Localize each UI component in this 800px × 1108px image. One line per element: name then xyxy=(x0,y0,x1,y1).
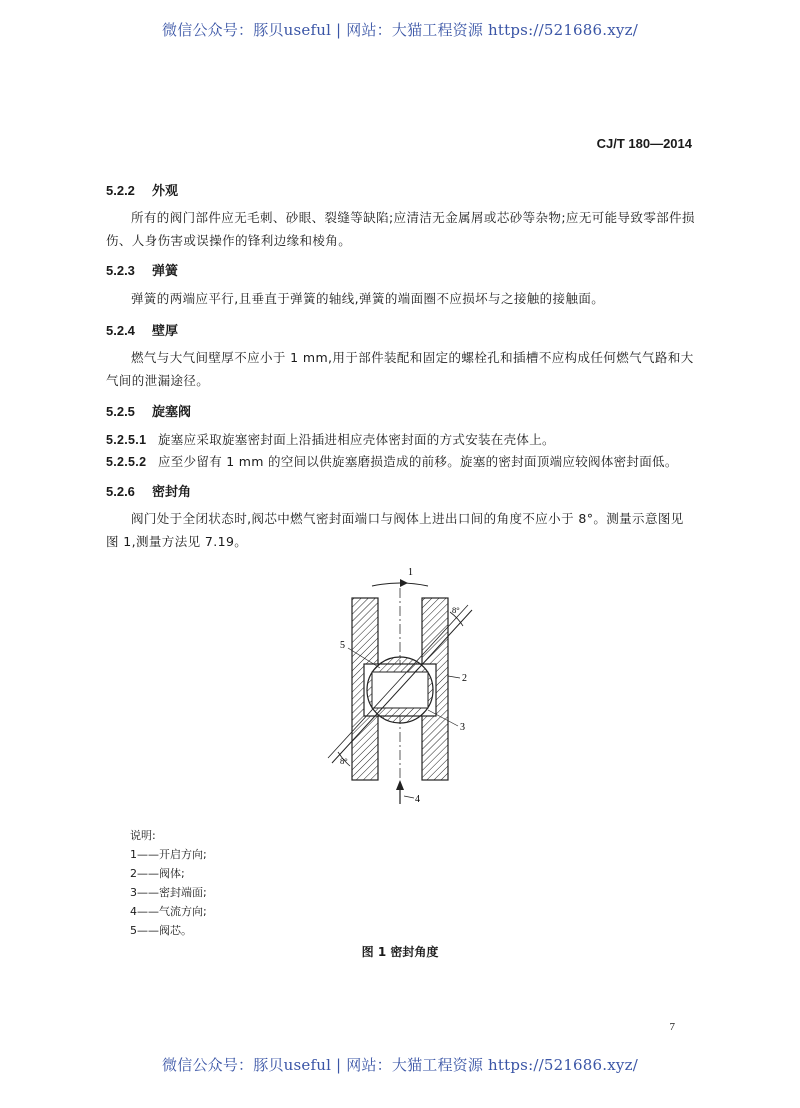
seal-angle-diagram xyxy=(300,560,500,810)
plug-passage xyxy=(372,672,428,708)
callout-4: 4 xyxy=(415,794,420,805)
angle-label-bottom: 8° xyxy=(340,756,348,766)
section-body-5-2-2: 所有的阀门部件应无毛刺、砂眼、裂缝等缺陷;应清洁无金属屑或芯砂等杂物;应无可能导致零部件损伤、人身伤害或误操作的锋利边缘和棱角。 xyxy=(106,210,695,248)
section-number: 5.2.6 xyxy=(106,484,135,499)
clause-text: 旋塞应采取旋塞密封面上沿插进相应壳体密封面的方式安装在壳体上。 xyxy=(158,432,555,447)
callout-5: 5 xyxy=(340,640,345,651)
section-number: 5.2.2 xyxy=(106,183,135,198)
section-heading-5-2-6 xyxy=(106,481,191,500)
opening-arrow-head xyxy=(400,579,408,587)
watermark-top: 微信公众号：豚贝useful | 网站：大猫工程资源 https://521686.xyz/ xyxy=(162,21,638,39)
callout-1: 1 xyxy=(408,567,413,578)
section-title: 旋塞阀 xyxy=(152,405,192,420)
section-title: 外观 xyxy=(152,184,179,199)
section-title: 弹簧 xyxy=(152,264,179,279)
section-number: 5.2.4 xyxy=(106,323,135,338)
section-title: 壁厚 xyxy=(152,324,179,339)
section-body-5-2-4: 燃气与大气间壁厚不应小于 1 mm,用于部件装配和固定的螺栓孔和插槽不应构成任何燃气气路和大气间的泄漏途径。 xyxy=(106,350,694,388)
watermark-bottom: 微信公众号：豚贝useful | 网站：大猫工程资源 https://521686.xyz/ xyxy=(162,1056,638,1074)
section-body-5-2-3: 弹簧的两端应平行,且垂直于弹簧的轴线,弹簧的端面圈不应损坏与之接触的接触面。 xyxy=(131,291,605,306)
clause-5-2-5-2 xyxy=(106,452,678,470)
figure-legend xyxy=(130,826,207,940)
legend-item: 4——气流方向; xyxy=(130,905,207,918)
section-heading-5-2-3 xyxy=(106,260,178,279)
standard-code: CJ/T 180—2014 xyxy=(596,136,692,151)
section-title: 密封角 xyxy=(152,485,192,500)
section-body-5-2-6: 阀门处于全闭状态时,阀芯中燃气密封面端口与阀体上进出口间的角度不应小于 8°。测量示意图见图 1,测量方法见 7.19。 xyxy=(106,511,684,549)
clause-text: 应至少留有 1 mm 的空间以供旋塞磨损造成的前移。旋塞的密封面顶端应较阀体密封面低。 xyxy=(158,454,678,469)
section-heading-5-2-2 xyxy=(106,180,178,199)
section-number: 5.2.3 xyxy=(106,263,135,278)
legend-item: 5——阀芯。 xyxy=(130,924,192,937)
section-number: 5.2.5 xyxy=(106,404,135,419)
legend-item: 1——开启方向; xyxy=(130,848,207,861)
section-heading-5-2-5 xyxy=(106,401,191,420)
clause-number: 5.2.5.2 xyxy=(106,455,147,469)
leader-4 xyxy=(404,796,414,798)
clause-5-2-5-1 xyxy=(106,430,555,448)
figure-caption: 图 1 密封角度 xyxy=(361,945,439,959)
legend-title: 说明: xyxy=(130,829,156,842)
page-number: 7 xyxy=(669,1021,675,1033)
gas-flow-arrow-head xyxy=(396,780,404,790)
callout-2: 2 xyxy=(462,673,467,684)
legend-item: 2——阀体; xyxy=(130,867,185,880)
legend-item: 3——密封端面; xyxy=(130,886,207,899)
angle-label-top: 8° xyxy=(452,605,460,615)
callout-3: 3 xyxy=(460,722,465,733)
section-heading-5-2-4 xyxy=(106,320,178,339)
clause-number: 5.2.5.1 xyxy=(106,433,147,447)
leader-2 xyxy=(448,676,460,678)
